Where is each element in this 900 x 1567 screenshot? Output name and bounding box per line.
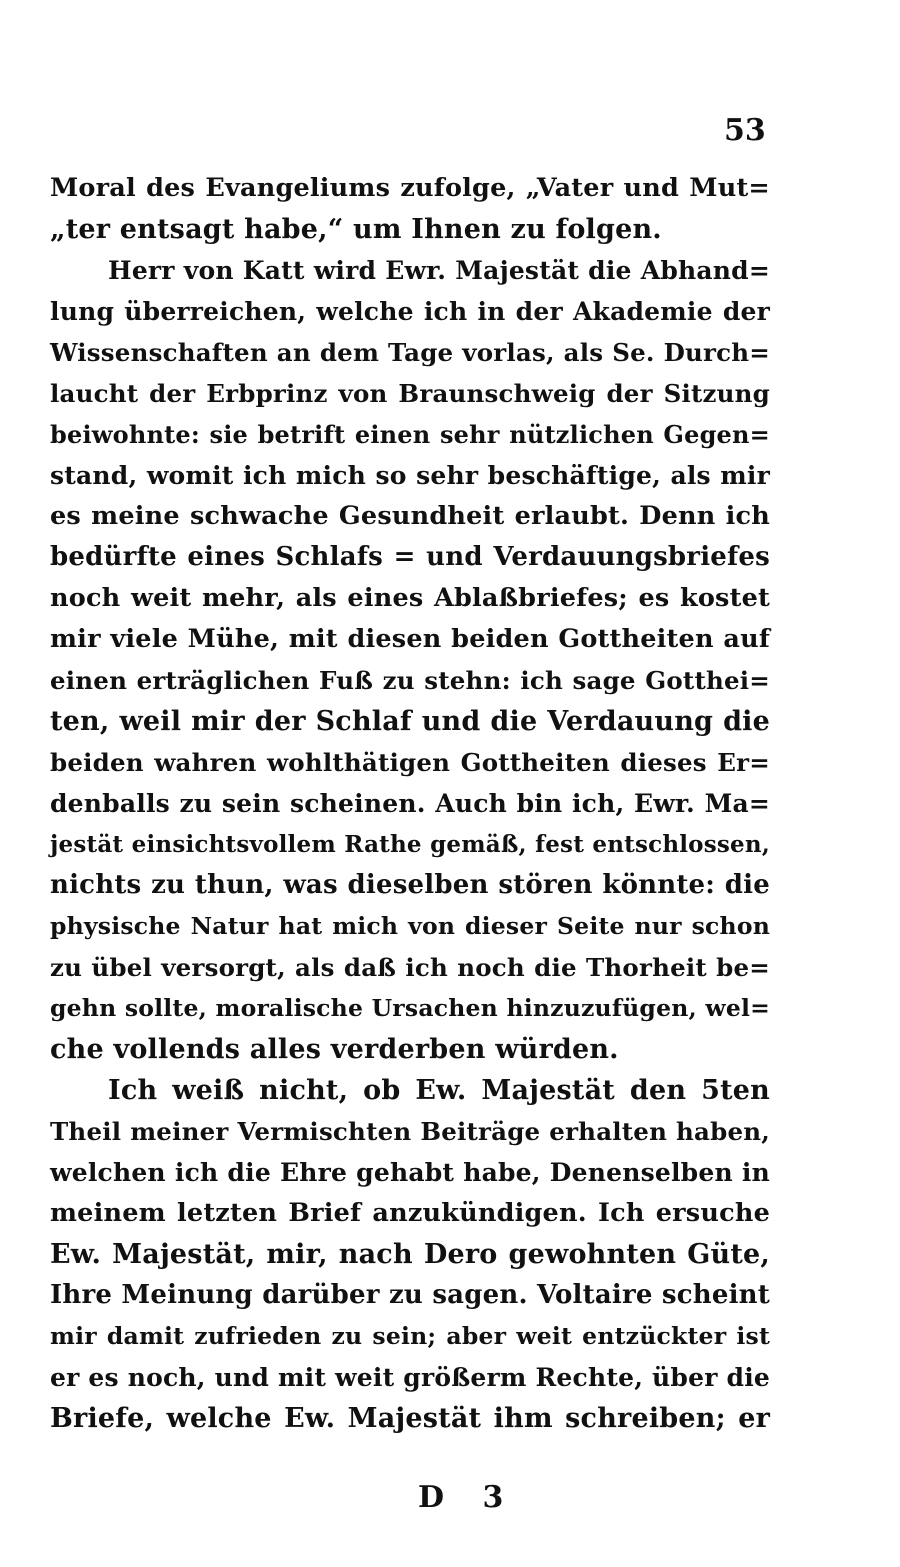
text-line: welchen ich die Ehre gehabt habe, Denenselben in (50, 1158, 770, 1187)
text-line: denballs zu sein scheinen. Auch bin ich, Ewr. Ma= (50, 789, 770, 818)
text-line: ten, weil mir der Schlaf und die Verdauung die (50, 706, 770, 737)
text-line: Briefe, welche Ew. Majestät ihm schreiben; er (50, 1403, 770, 1434)
text-line: laucht der Erbprinz von Braunschweig der Sitzung (50, 379, 770, 408)
text-line: mir viele Mühe, mit diesen beiden Gottheiten auf (50, 624, 770, 654)
text-line: gehn sollte, moralische Ursachen hinzuzufügen, wel= (50, 994, 770, 1022)
text-line: Ich weiß nicht, ob Ew. Majestät den 5ten (108, 1075, 770, 1106)
text-line: nichts zu thun, was dieselben stören könnte: die (50, 870, 770, 900)
text-line: che vollends alles verderben würden. (50, 1034, 619, 1065)
text-line: stand, womit ich mich so sehr beschäftige, als mir (50, 461, 770, 490)
text-line: noch weit mehr, als eines Ablaßbriefes; es kostet (50, 583, 770, 613)
text-line: beiden wahren wohlthätigen Gottheiten dieses Er= (50, 748, 770, 777)
text-line: mir damit zufrieden zu sein; aber weit entzückter ist (50, 1322, 770, 1350)
text-line: Theil meiner Vermischten Beiträge erhalten haben, (50, 1117, 770, 1146)
page-number: 53 (724, 113, 766, 148)
printer-signature-mark: D 3 (418, 1480, 518, 1515)
text-line: physische Natur hat mich von dieser Seite nur schon (50, 912, 770, 940)
text-line: bedürfte eines Schlafs = und Verdauungsbriefes (50, 542, 770, 572)
text-line: lung überreichen, welche ich in der Akademie der (50, 297, 770, 326)
text-line: Ihre Meinung darüber zu sagen. Voltaire scheint (50, 1280, 770, 1310)
text-line: Wissenschaften an dem Tage vorlas, als Se. Durch= (50, 338, 770, 367)
text-line: „ter entsagt habe,“ um Ihnen zu folgen. (50, 214, 662, 245)
text-line: jestät einsichtsvollem Rathe gemäß, fest entschlossen, (50, 831, 770, 858)
text-line: Ew. Majestät, mir, nach Dero gewohnten Güte, (50, 1239, 770, 1270)
text-line: es meine schwache Gesundheit erlaubt. Denn ich (50, 501, 770, 531)
text-line: Herr von Katt wird Ewr. Majestät die Abhand= (108, 256, 770, 285)
text-line: einen erträglichen Fuß zu stehn: ich sage Gotthei= (50, 666, 770, 695)
text-line: zu übel versorgt, als daß ich noch die Thorheit be= (50, 953, 770, 982)
body-text (50, 168, 770, 1439)
text-line: meinem letzten Brief anzukündigen. Ich ersuche (50, 1198, 770, 1228)
text-line: beiwohnte: sie betrift einen sehr nützlichen Gegen= (50, 420, 770, 449)
text-line: Moral des Evangeliums zufolge, „Vater und Mut= (50, 173, 770, 203)
text-line: er es noch, und mit weit größerm Rechte, über die (50, 1363, 770, 1392)
